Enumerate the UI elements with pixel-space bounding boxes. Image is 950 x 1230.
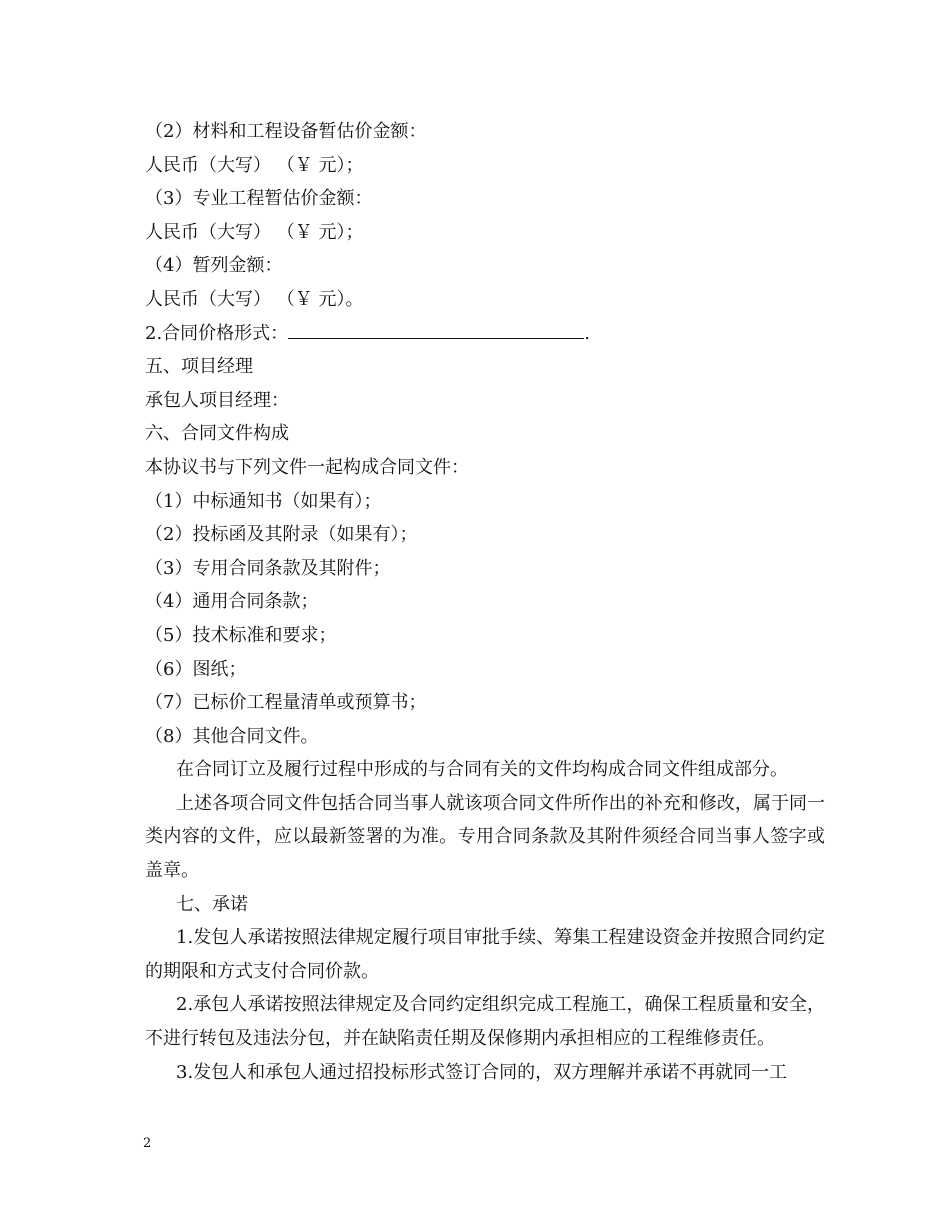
paragraph: 3.发包人和承包人通过招投标形式签订合同的，双方理解并承诺不再就同一工 — [176, 1061, 788, 1083]
list-item: （5）技术标准和要求； — [145, 624, 337, 646]
page-number: 2 — [143, 1136, 152, 1151]
text-line: 本协议书与下列文件一起构成合同文件： — [145, 456, 469, 478]
list-item: （4）通用合同条款； — [145, 591, 319, 613]
list-item: （7）已标价工程量清单或预算书； — [145, 692, 427, 714]
section-heading: 七、承诺 — [176, 893, 248, 915]
paragraph: 在合同订立及履行过程中形成的与合同有关的文件均构成合同文件组成部分。 — [176, 759, 788, 781]
text-line: 承包人项目经理： — [145, 389, 289, 411]
text-line: （2）材料和工程设备暂估价金额： — [145, 121, 427, 142]
section-heading: 五、项目经理 — [145, 356, 253, 378]
paragraph: 2.承包人承诺按照法律规定及合同约定组织完成工程施工，确保工程质量和安全，不进行转包及违法分包，并在缺陷责任期及保修期内承担相应的工程维修责任。 — [145, 994, 825, 1050]
list-item: （6）图纸； — [145, 658, 247, 680]
section-heading: 六、合同文件构成 — [145, 423, 289, 445]
text-line: （4）暂列金额： — [145, 255, 283, 277]
paragraph: 1.发包人承诺按照法律规定履行项目审批手续、筹集工程建设资金并按照合同约定的期限和方式支付合同价款。 — [145, 927, 825, 982]
document-body — [145, 115, 825, 1089]
text-line: （3）专业工程暂估价金额： — [145, 188, 373, 210]
paragraph: 上述各项合同文件包括合同当事人就该项合同文件所作出的补充和修改，属于同一类内容的文件，应以最新签署的为准。专用合同条款及其附件须经合同当事人签字或盖章。 — [145, 792, 825, 882]
list-item: （2）投标函及其附录（如果有）； — [145, 524, 418, 546]
list-item: （1）中标通知书（如果有）； — [145, 490, 382, 512]
contract-price-form-period: . — [584, 322, 590, 344]
list-item: （3）专用合同条款及其附件； — [145, 557, 391, 579]
contract-price-form-line — [145, 317, 825, 351]
contract-price-form-label: 2.合同价格形式： — [145, 322, 289, 344]
text-line: 人民币（大写） （￥ 元）。 — [145, 288, 364, 310]
list-item: （8）其他合同文件。 — [145, 725, 319, 747]
text-line: 人民币（大写） （￥ 元）； — [145, 154, 364, 176]
contract-price-form-blank — [288, 318, 584, 339]
text-line: 人民币（大写） （￥ 元）； — [145, 221, 364, 243]
